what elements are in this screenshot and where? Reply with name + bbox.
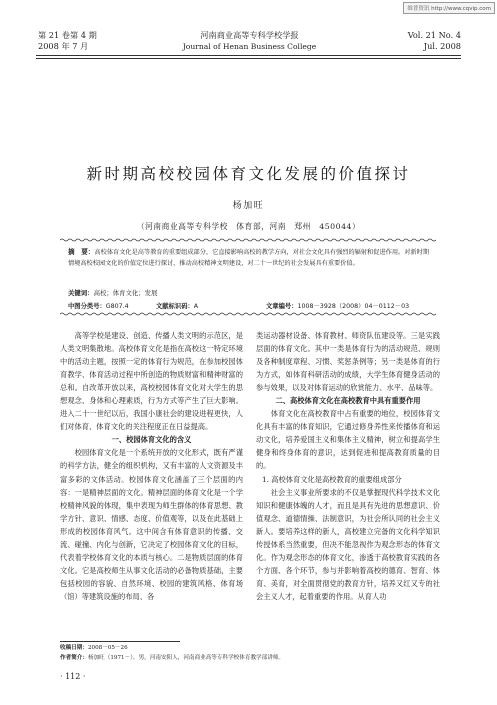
journal-name-en: Journal of Henan Business College xyxy=(182,42,317,51)
body-paragraph: 校园体育文化是一个系统开放的文化形式，既有严谨的科学方法，健全的组织机构，又有丰富的人文资源及丰富多彩的文体活动。校园体育文化涵盖了三个层面的内容：一是精神层面的文化。精神层面的体育文化是一个学校精神风貌的体现，集中表现为师生群体的体育思想、教学方针、意识、情感、态度、价值观等，以及在此基础上形成的校园体育风气。这中间含有体育意识的传播、交流、碰撞、内化与创新，它决定了校园体育文化的目标，代表着学校体育文化的本质与核心。二是物质层面的体育文化。它是高校师生从事文化活动的必备物质基础，主要包括校园的容貌、自然环境、校园的建筑风格、体育场（馆）等建筑设施的布局、各 xyxy=(60,448,243,601)
volume-issue: 第 21 卷第 4 期 xyxy=(38,30,97,40)
keywords-text: 高校；体育文化；发展 xyxy=(93,289,158,297)
keywords xyxy=(68,288,157,297)
author-affiliation: （河南商业高等专科学校 体育部，河南 郑州 450044） xyxy=(136,222,361,231)
doc-code-label: 文献标识码： xyxy=(156,303,194,310)
page-number: · 112 · xyxy=(60,672,86,681)
doc-code-value: A xyxy=(193,303,199,310)
abstract-label: 摘 要： xyxy=(68,248,95,256)
clc-value: G807.4 xyxy=(105,303,129,310)
journal-name-cn: 河南商业高等专科学校学报 xyxy=(200,30,299,40)
header-rule xyxy=(36,55,461,56)
article-number-label: 文章编号： xyxy=(266,303,298,310)
section-heading-1: 一、校园体育文化的含义 xyxy=(111,435,192,445)
article-number-value: 1008－3928（2008）04－0112－03 xyxy=(297,303,410,310)
journal-name xyxy=(38,30,461,52)
volume-issue-en: Vol. 21 No. 4 xyxy=(407,30,461,40)
paper-author: 杨加旺 xyxy=(232,201,265,211)
abstract xyxy=(68,247,429,269)
body-column-right xyxy=(256,329,440,603)
body-paragraph: 类运动器材设备、体育教材、师资队伍建设等。三是实践层面的体育文化。其中一类是体育行为的活动规范、规则及各种制度章程、习惯、奖惩条例等；另一类是体育的行为方式，如体育科研活动的成绩，大学生体育健身活动的参与效果，以及对体育运动的欣赏能力、水平、品味等。 xyxy=(256,331,440,393)
intro-paragraph: 高等学校是建设、创造、传播人类文明的示范区，是人类文明集散地。高校体育文化是指在高校这一特定环境中的活动主题，按照一定的体育行为规范，在参加校园体育教学、体育活动过程中所创造的物质财富和精神财富的总和。自改革开放以来，高校校园体育文化对大学生的思想观念、身体和心理素质，行为方式等产生了巨大影响。进入二十一世纪以后，我国小康社会的建设进程更快，人们对体育、体育文化的关注程度正在日益提高。 xyxy=(60,331,243,432)
received-label: 收稿日期： xyxy=(60,645,88,651)
abstract-box xyxy=(60,238,437,310)
watermark: 维普资讯 http://www.cqvip.com xyxy=(403,2,495,14)
author-bio: 杨加旺（1971－），男，河南安阳人，河南商业高等专科学校体育教学部讲师。 xyxy=(87,655,285,661)
volume-info-en xyxy=(408,30,461,52)
clc-label: 中图分类号： xyxy=(68,303,106,310)
header-rule-thin xyxy=(36,58,461,59)
keywords-label: 关键词： xyxy=(68,289,94,297)
issue-date-en: Jul. 2008 xyxy=(423,41,461,51)
footnote xyxy=(60,643,284,663)
wavy-rule-bottom xyxy=(60,312,437,316)
wavy-rule-top xyxy=(60,238,437,242)
issue-date: 2008 年 7 月 xyxy=(38,41,89,51)
body-paragraph: 体育文化在高校教育中占有重要的地位，校园体育文化具有丰富的体育知识，它通过修身养性来传播体育和运动文化，培养爱国主义和集体主义精神，树立和提高学生健身和终身体育的意识，达到促进和提高教育质量的目的。 xyxy=(256,409,440,471)
paper-title: 新时期高校校园体育文化发展的价值探讨 xyxy=(86,165,411,183)
author-bio-label: 作者简介： xyxy=(60,655,88,661)
subsection-heading: 1. 高校体育文化是高校教育的重要组成部分 xyxy=(262,474,402,484)
body-column-left xyxy=(60,329,243,603)
footnote-rule xyxy=(60,641,180,642)
received-date: 2008－05－26 xyxy=(87,645,128,651)
section-heading-2: 二、高校体育文化在高校教育中具有重要作用 xyxy=(275,396,421,406)
abstract-text: 高校体育文化是高等教育的重要组成部分，它直接影响高校的教学方向，对社会文化具有强烈的辐射和促进作用。对新时期情境高校校园文化的价值定位进行探讨，推动高校精神文明建设，对二十一世纪的社会发展具有重要价值。 xyxy=(68,249,430,267)
body-paragraph: 社会主义事业所要求的不仅是掌握现代科学技术文化知识和健康体魄的人才，而且是具有先进的思想意识、价值观念、道德情操、法制意识，为社会所认同的社会主义新人。要培养这样的新人，高校建立完备的文化科学知识传授体系当然重要，但决不能忽视作为观念形态的体育文化。作为观念形态的体育文化，渗透于高校教育实践的各个方面、各个环节，参与并影响着高校的德育、智育、体育、美育，对全面贯彻党的教育方针，培养又红又专的社会主义人才，起着重要的作用。从育人功 xyxy=(256,487,440,601)
